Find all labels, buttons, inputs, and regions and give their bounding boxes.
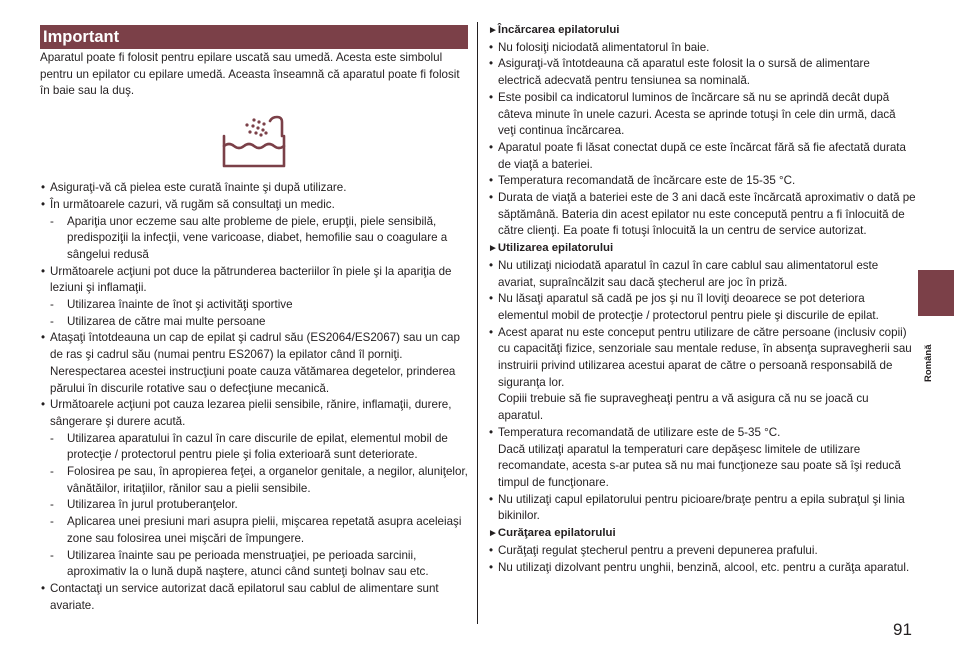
item-text: Asiguraţi-vă întotdeauna că aparatul este folosit la o sursă de alimentare electrică adecvată pentru tensiunea sa nominală. <box>498 57 870 88</box>
item-text: Nu lăsaţi aparatul să cadă pe jos şi nu îl loviţi deoarece se pot deteriora elementul mobil de protecţie / protectorul pentru piele şi discurile de epilat. <box>498 292 879 322</box>
sub-list-item: - Utilizarea de către mai multe persoane <box>50 314 468 331</box>
sub-list-item: - Folosirea pe sau, în apropierea feţei, a organelor genitale, a negilor, aluniţelor, vânătăilor, iritaţiilor, rănilor sau a pielii sensibile. <box>50 464 468 497</box>
list-item <box>488 492 916 525</box>
list-item <box>40 330 468 397</box>
item-text: În următoarele cazuri, vă rugăm să consultaţi un medic. <box>50 197 335 211</box>
item-text: Următoarele acţiuni pot duce la pătrunderea bacteriilor în piele şi la apariţia de leziuni şi inflamaţii. <box>50 264 452 295</box>
section-title: Încărcarea epilatorului <box>497 24 620 36</box>
section-title: Curăţarea epilatorului <box>497 527 616 540</box>
item-text: Nu utilizaţi dizolvant pentru unghii, benzină, alcool, etc. pentru a curăţa aparatul. <box>498 560 910 574</box>
sub-list-item: - Apariţia unor eczeme sau alte probleme de piele, erupţii, piele sensibilă, predispoziţii la infecţii, vene varicoase, diabet, hemofilie sau o coagulare a sângelui redusă <box>50 214 468 264</box>
list-item <box>40 197 468 264</box>
list-item <box>488 190 916 240</box>
list-item <box>488 543 916 560</box>
list-item <box>488 173 916 190</box>
item-text: Aparatul poate fi lăsat conectat după ce este încărcat fără să fie afectată durata de viaţă a bateriei. <box>498 140 906 171</box>
item-text: Este posibil ca indicatorul luminos de încărcare să nu se aprindă decât după câteva minute în unele cazuri. Acesta se aprinde totuşi în cele din urmă, dacă veţi continua încărcarea. <box>498 90 896 138</box>
page-number: 91 <box>893 620 912 639</box>
bath-shower-icon <box>40 114 468 170</box>
item-text: Acest aparat nu este conceput pentru utilizare de către persoane (inclusiv copii) cu capacităţi fizice, senzoriale sau mentale reduse, în absenţa supravegherii sau instruirii privind utilizarea acestui aparat de către o persoană responsabilă de siguranţa lor. <box>498 325 912 389</box>
list-item <box>40 581 468 614</box>
section-list <box>488 258 916 525</box>
sub-list <box>50 297 468 330</box>
list-item <box>40 264 468 331</box>
sub-list-item: - Utilizarea aparatului în cazul în care discurile de epilat, elementul mobil de protecţie / protectorul pentru piele şi folia exterioară sunt deteriorate. <box>50 431 468 464</box>
list-item <box>488 560 916 577</box>
sub-list <box>50 214 468 264</box>
item-text: Nu utilizaţi capul epilatorului pentru picioare/braţe pentru a epila subraţul şi linia bikinilor. <box>498 492 905 523</box>
list-item <box>40 397 468 581</box>
list-item <box>488 425 916 492</box>
item-text: Curăţaţi regulat ştecherul pentru a preveni depunerea prafului. <box>498 543 818 557</box>
list-item <box>488 90 916 140</box>
list-item <box>488 56 916 89</box>
item-text: Nu utilizaţi niciodată aparatul în cazul în care cablul sau alimentatorul este avariat, supraîncălzit sau dacă ştecherul are joc în priză. <box>498 258 879 289</box>
item-text: Asiguraţi-vă că pielea este curată înainte şi după utilizare. <box>50 181 347 195</box>
list-item <box>40 180 468 197</box>
item-note: Dacă utilizaţi aparatul la temperaturi care depăşesc limitele de utilizare recomandate, acesta s-ar putea să nu mai funcţioneze sau poate să îşi reducă timpul de funcţionare. <box>498 442 901 489</box>
important-banner: Important <box>40 25 468 49</box>
item-text: Ataşaţi întotdeauna un cap de epilat şi cadrul său (ES2064/ES2067) sau un cap de ras şi cadrul său (numai pentru ES2067) la epilator când îl porniţi. Nerespectarea acestei instrucţiuni poate cauza vătămarea degetelor, prinderea părului în discurile rotative sau o defecţiune mecanică. <box>50 331 460 395</box>
section-heading <box>488 22 916 40</box>
safety-list <box>40 180 468 614</box>
left-column <box>40 22 468 614</box>
section-heading <box>488 525 916 543</box>
item-text: Temperatura recomandată de încărcare este de 15-35 °C. <box>498 174 796 188</box>
item-text: Contactaţi un service autorizat dacă epilatorul sau cablul de alimentare sunt avariate. <box>50 581 439 612</box>
section-list <box>488 40 916 240</box>
item-text: Următoarele acţiuni pot cauza lezarea pielii sensibile, rănire, inflamaţii, durere, sângerare şi durere acută. <box>50 398 452 428</box>
sub-list-item: - Utilizarea în jurul protuberanţelor. <box>50 497 468 514</box>
arrow-icon: ► <box>488 528 498 540</box>
sub-list <box>50 431 468 581</box>
sub-list-item: - Utilizarea înainte de înot şi activităţi sportive <box>50 297 468 314</box>
item-text: Temperatura recomandată de utilizare este de 5-35 °C. <box>498 425 781 439</box>
list-item <box>488 140 916 173</box>
list-item <box>488 291 916 324</box>
sub-list-item: - Aplicarea unei presiuni mari asupra pielii, mişcarea repetată asupra aceleiaşi zone sau folosirea unei mişcări de împungere. <box>50 514 468 547</box>
item-text: Durata de viaţă a bateriei este de 3 ani dacă este încărcată aproximativ o dată pe săptămână. Bateria din acest epilator nu este concepută pentru a fi înlocuită de către clienţi. Ea poate fi totuşi înlocuită la un centru de service autorizat. <box>498 191 916 238</box>
right-column <box>488 22 916 576</box>
section-title: Utilizarea epilatorului <box>497 242 614 255</box>
intro-paragraph: Aparatul poate fi folosit pentru epilare uscată sau umedă. Acesta este simbolul pentru un epilator cu epilare umedă. Aceasta înseamnă că aparatul poate fi folosit în baie sau la duş. <box>40 51 460 98</box>
list-item <box>488 325 916 425</box>
section-list <box>488 543 916 576</box>
column-divider <box>477 22 478 624</box>
sub-list-item: - Utilizarea înainte sau pe perioada menstruaţiei, pe perioada sarcinii, aproximativ la o lună după naştere, atunci când sunteţi bolnav sau etc. <box>50 548 468 581</box>
list-item <box>488 40 916 57</box>
item-note: Copiii trebuie să fie supravegheaţi pentru a vă asigura că nu se joacă cu aparatul. <box>498 392 869 423</box>
section-heading <box>488 240 916 258</box>
list-item <box>488 258 916 291</box>
arrow-icon: ► <box>488 243 498 255</box>
arrow-icon: ► <box>488 25 498 36</box>
language-tab <box>918 270 954 316</box>
item-text: Nu folosiţi niciodată alimentatorul în baie. <box>498 40 710 54</box>
language-label: Română <box>923 344 934 382</box>
